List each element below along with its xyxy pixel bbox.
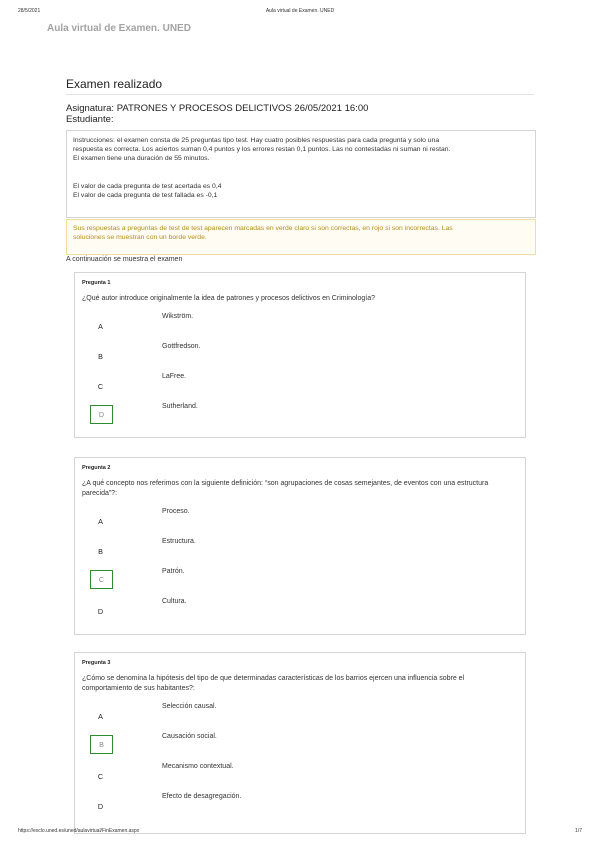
option-letter-correct: C bbox=[90, 570, 113, 589]
question-text: ¿Cómo se denomina la hipótesis del tipo de que determinadas características de los barrios ejercen una influencia sobre el comportamiento de sus habitantes?: bbox=[82, 675, 465, 692]
question-label: Pregunta 3 bbox=[82, 660, 111, 666]
title-divider bbox=[66, 94, 534, 95]
page-title: Examen realizado bbox=[66, 77, 163, 91]
option-text: Patrón. bbox=[162, 568, 185, 575]
subject-line: Asignatura: PATRONES Y PROCESOS DELICTIVOS 26/05/2021 16:00 bbox=[66, 103, 369, 114]
option-letter: B bbox=[98, 352, 103, 361]
instructions-line: El valor de cada pregunta de test acertada es 0,4 bbox=[73, 182, 222, 190]
print-header bbox=[18, 8, 582, 18]
question-card bbox=[74, 457, 526, 635]
question-label: Pregunta 1 bbox=[82, 280, 111, 286]
option-letter: C bbox=[97, 382, 104, 391]
question-label: Pregunta 2 bbox=[82, 465, 111, 471]
intro-text: A continuación se muestra el examen bbox=[66, 256, 183, 263]
notice-box bbox=[66, 219, 536, 255]
option-letter-correct: D bbox=[90, 405, 113, 424]
option-letter: B bbox=[98, 547, 103, 556]
option-text: Proceso. bbox=[162, 508, 190, 515]
notice-line: Sus respuestas a preguntas de test de test aparecen marcadas en verde claro si son correctas, en rojo si son incorrectas. Las bbox=[73, 225, 453, 232]
option-d[interactable] bbox=[75, 793, 525, 822]
option-letter: D bbox=[97, 802, 104, 811]
option-text: Selección causal. bbox=[162, 703, 217, 710]
option-a[interactable] bbox=[75, 703, 525, 732]
option-text: Gottfredson. bbox=[162, 343, 201, 350]
notice-line: soluciones se muestran con un borde verde. bbox=[73, 234, 207, 242]
option-text: Causación social. bbox=[162, 733, 217, 740]
option-d[interactable] bbox=[75, 598, 525, 627]
option-b[interactable] bbox=[75, 343, 525, 372]
print-url: https://exclo.uned.es/uned/aulavirtual/FinExamen.aspx bbox=[18, 828, 140, 834]
instructions-box bbox=[66, 130, 536, 218]
instructions-line: Instrucciones: el examen consta de 25 preguntas tipo test. Hay cuatro posibles respuestas para cada pregunta y solo una bbox=[73, 137, 440, 144]
subject-header bbox=[66, 103, 368, 125]
option-c[interactable] bbox=[75, 373, 525, 402]
question-card bbox=[74, 652, 526, 834]
instructions-line: El examen tiene una duración de 55 minutos. bbox=[73, 155, 210, 163]
print-title: Aula virtual de Examen. UNED bbox=[265, 8, 335, 14]
option-a[interactable] bbox=[75, 508, 525, 537]
option-c[interactable] bbox=[75, 568, 525, 597]
option-text: LaFree. bbox=[162, 373, 187, 380]
option-text: Efecto de desagregación. bbox=[162, 793, 242, 800]
option-c[interactable] bbox=[75, 763, 525, 792]
option-text: Mecanismo contextual. bbox=[162, 763, 234, 770]
print-footer bbox=[18, 828, 582, 838]
question-text: ¿A qué concepto nos referimos con la siguiente definición: “son agrupaciones de cosas semejantes, de eventos con una estructura parecida”?: bbox=[82, 480, 489, 497]
question-card bbox=[74, 272, 526, 438]
option-letter: C bbox=[97, 772, 104, 781]
option-text: Wikström. bbox=[162, 313, 194, 320]
option-letter-correct: B bbox=[90, 735, 113, 754]
student-line: Estudiante: bbox=[66, 114, 114, 125]
option-text: Estructura. bbox=[162, 538, 196, 545]
option-letter: A bbox=[98, 712, 103, 721]
option-b[interactable] bbox=[75, 733, 525, 762]
option-text: Sutherland. bbox=[162, 403, 198, 410]
print-date: 28/5/2021 bbox=[18, 8, 41, 14]
option-a[interactable] bbox=[75, 313, 525, 342]
option-b[interactable] bbox=[75, 538, 525, 567]
option-letter: A bbox=[98, 322, 103, 331]
option-letter: A bbox=[98, 517, 103, 526]
instructions-line: respuesta es correcta. Los aciertos suman 0,4 puntos y los errores restan 0,1 puntos. Las no contestadas ni suman ni restan. bbox=[73, 146, 451, 154]
instructions-line: El valor de cada pregunta de test fallada es -0,1 bbox=[73, 191, 218, 199]
question-text: ¿Qué autor introduce originalmente la idea de patrones y procesos delictivos en Criminología? bbox=[82, 295, 375, 302]
option-d[interactable] bbox=[75, 403, 525, 432]
option-letter: D bbox=[97, 607, 104, 616]
print-page-number: 1/7 bbox=[575, 828, 582, 834]
site-title: Aula virtual de Examen. UNED bbox=[47, 23, 191, 34]
option-text: Cultura. bbox=[162, 598, 187, 605]
